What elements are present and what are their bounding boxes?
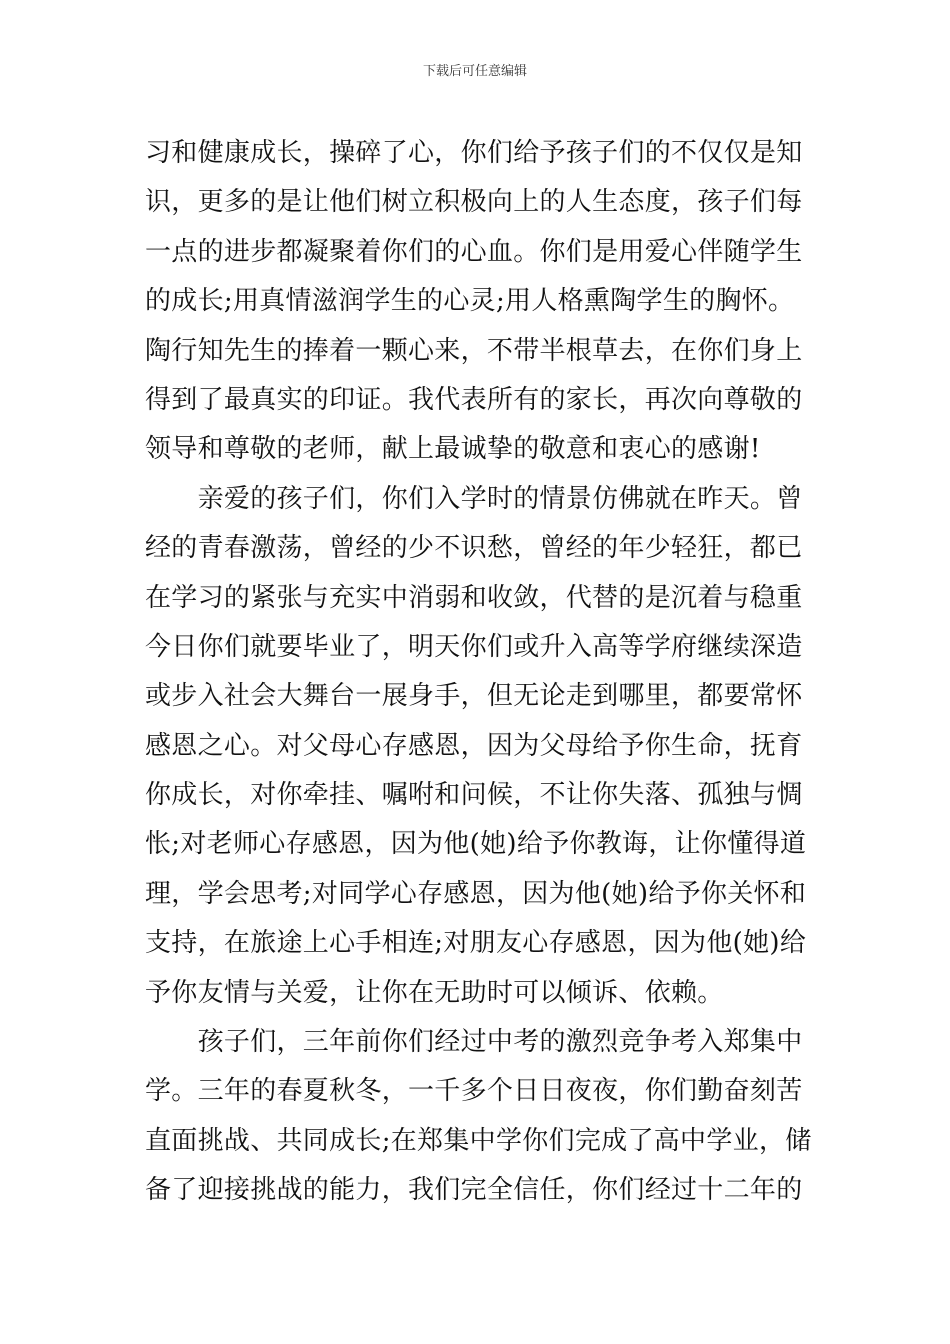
- text-line: 支持，在旅途上心手相连;对朋友心存感恩，因为他(她)给: [145, 928, 807, 959]
- text-line: 备了迎接挑战的能力，我们完全信任，你们经过十二年的: [145, 1175, 803, 1206]
- document-body: [145, 129, 815, 1216]
- text-line: 直面挑战、共同成长;在郑集中学你们完成了高中学业，储: [145, 1125, 812, 1156]
- text-line: 识，更多的是让他们树立积极向上的人生态度，孩子们每: [145, 187, 803, 218]
- text-line: 领导和尊敬的老师，献上最诚挚的敬意和衷心的感谢!: [145, 434, 761, 465]
- text-line: 陶行知先生的捧着一颗心来，不带半根草去，在你们身上: [145, 335, 803, 366]
- text-line: 得到了最真实的印证。我代表所有的家长，再次向尊敬的: [145, 384, 803, 415]
- text-line: 理，学会思考;对同学心存感恩，因为他(她)给予你关怀和: [145, 878, 807, 909]
- text-line: 经的青春激荡，曾经的少不识愁，曾经的年少轻狂，都已: [145, 533, 803, 564]
- text-line: 怅;对老师心存感恩，因为他(她)给予你教诲，让你懂得道: [145, 829, 807, 860]
- text-line: 亲爱的孩子们，你们入学时的情景仿佛就在昨天。曾: [145, 483, 803, 514]
- text-line: 今日你们就要毕业了，明天你们或升入高等学府继续深造: [145, 631, 803, 662]
- text-line: 学。三年的春夏秋冬，一千多个日日夜夜，你们勤奋刻苦: [145, 1076, 803, 1107]
- text-line: 的成长;用真情滋润学生的心灵;用人格熏陶学生的胸怀。: [145, 286, 795, 317]
- page-header: 下载后可任意编辑: [422, 64, 527, 79]
- text-line: 一点的进步都凝聚着你们的心血。你们是用爱心伴随学生: [145, 236, 803, 267]
- text-line: 在学习的紧张与充实中消弱和收敛，代替的是沉着与稳重: [145, 582, 803, 613]
- text-line: 感恩之心。对父母心存感恩，因为父母给予你生命，抚育: [145, 730, 803, 761]
- text-line: 习和健康成长，操碎了心，你们给予孩子们的不仅仅是知: [145, 138, 803, 168]
- text-line: 孩子们，三年前你们经过中考的激烈竞争考入郑集中: [145, 1027, 803, 1058]
- text-line: 予你友情与关爱，让你在无助时可以倾诉、依赖。: [145, 977, 724, 1008]
- text-line: 你成长，对你牵挂、嘱咐和问候，不让你失落、孤独与惆: [145, 780, 803, 811]
- text-line: 或步入社会大舞台一展身手，但无论走到哪里，都要常怀: [145, 681, 803, 712]
